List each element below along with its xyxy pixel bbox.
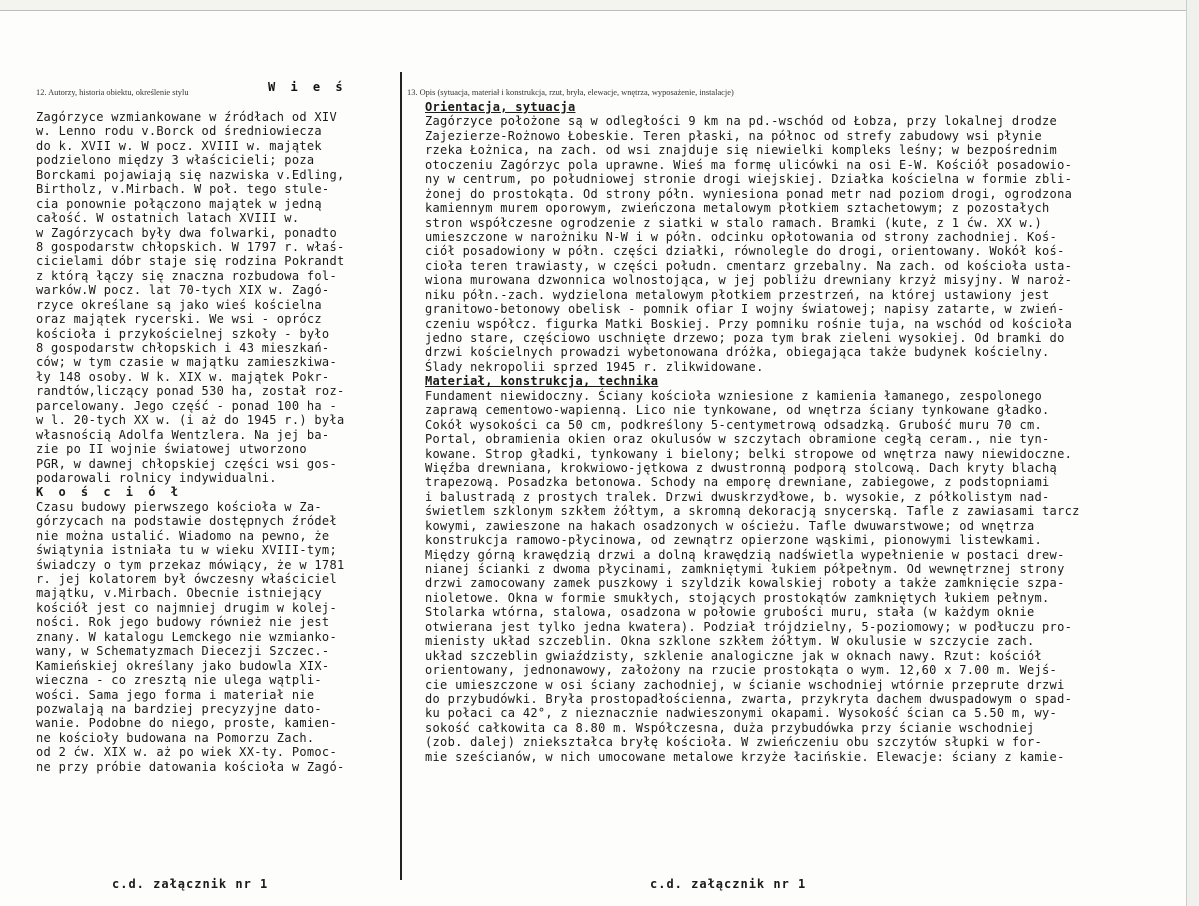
text-line: (zob. dalej) zniekształca bryłę kościoła. W zwieńczeniu obu szczytów słupki w for- <box>425 735 1043 750</box>
text-line: zie po II wojnie światowej utworzono <box>36 442 307 457</box>
text-line: czeniu współcz. figurka Matki Boskiej. Przy pomniku rośnie tuja, na wschód od kościoła <box>425 316 1073 331</box>
text-line: mienisty układ szczeblin. Okna szklone szkłem żółtym. W okulusie w szczycie zach. <box>425 634 1035 649</box>
text-line: świątynia istniała tu w wieku XVIII-tym; <box>36 543 337 558</box>
text-line: Więźba drewniana, krokwiowo-jętkowa z dwustronną podporą stolcową. Dach kryty blachą <box>425 460 1058 475</box>
column-divider <box>400 72 402 880</box>
text-line: Materiał, konstrukcja, technika <box>425 374 659 389</box>
text-line: znany. W katalogu Lemckego nie wzmianko- <box>36 629 337 644</box>
text-line: wiona murowana dzwonnica wolnostojąca, w jej pobliżu drewniany krzyż misyjny. W naroż- <box>425 273 1073 288</box>
text-line: Kamieńskiej określany jako budowla XIX- <box>36 658 330 673</box>
text-line: jedno stare, częściowo uschnięte drzewo; poza tym brak zieleni wysokiej. Od bramki do <box>425 331 1065 345</box>
text-line: nie można ustalić. Wiadomo na pewno, że <box>36 528 330 543</box>
right-field-title: 13. Opis (sytuacja, materiał i konstrukcja, rzut, bryła, elewacje, wnętrza, wyposażenie, instalacje) <box>407 88 734 97</box>
text-line: Czasu budowy pierwszego kościoła w Za- <box>36 499 322 514</box>
text-line: nioletowe. Okna w formie smukłych, stojących prostokątów zamkniętych łukiem pełnym. <box>425 590 1050 605</box>
text-line: Między górną krawędzią drzwi a dolną krawędzią nadświetla wypełnienie w postaci drew- <box>425 547 1065 562</box>
text-line: rzeka Łożnica, na zach. od wsi znajduje się niewielki kompleks leśny; w bezpośrednim <box>425 143 1058 158</box>
text-line: niku półn.-zach. wydzielona metalowym płotkiem przestrzeń, na której ustawiony jest <box>425 287 1050 302</box>
text-line: z którą łączy się znaczna rozbudowa fol- <box>36 268 337 283</box>
text-line: K o ś c i ó ł <box>36 485 182 500</box>
text-line: trapezową. Posadzka betonowa. Schody na emporę drewniane, zabiegowe, z podstopniami <box>425 475 1050 490</box>
text-line: ciół posadowiony w półn. części działki, równolegle do drogi, orientowany. Wokół koś- <box>425 244 1065 259</box>
text-line: cia ponownie połączono majątek w jedną <box>36 196 322 211</box>
left-continuation-note: c.d. załącznik nr 1 <box>112 877 269 891</box>
text-line: Orientacja, sytuacja <box>425 100 576 114</box>
text-line: kowymi, zawieszone na hakach osadzonych w ościeżu. Tafle dwuwarstwowe; od wnętrza <box>425 518 1035 533</box>
text-line: randtów,liczący ponad 530 ha, został roz- <box>36 384 345 399</box>
text-line: Borckami pojawiają się nazwiska v.Edling, <box>36 167 345 182</box>
text-line: w l. 20-tych XX w. (i aż do 1945 r.) była <box>36 413 345 428</box>
text-line: ne kościoły budowana na Pomorzu Zach. <box>36 730 315 745</box>
history-text-column <box>36 110 345 774</box>
text-line: cioła teren trawiasty, w części połudn. cmentarz grzebalny. Na zach. od kościoła usta- <box>425 258 1073 273</box>
text-line: Stolarka wtórna, stalowa, osadzona w połowie grubości muru, stała (w każdym oknie <box>425 605 1035 620</box>
text-line: i balustradą z prostych tralek. Drzwi dwuskrzydłowe, b. wysokie, z półkolistym nad- <box>425 489 1050 504</box>
left-field-title: 12. Autorzy, historia obiektu, określenie stylu <box>36 88 189 97</box>
text-line: własnością Adolfa Wentzlera. Na jej ba- <box>36 427 330 442</box>
text-line: wany, w Schematyzmach Diecezji Szczec.- <box>36 644 330 659</box>
description-text-column <box>425 100 1080 764</box>
text-line: układ szczeblin gwiaździsty, szklenie analogiczne jak w oknach nawy. Rzut: kościół <box>425 648 1043 663</box>
text-line: Ślady nekropolii sprzed 1945 r. zlikwidowane. <box>425 359 764 374</box>
text-line: mie sześcianów, w nich umocowane metalowe krzyże łacińskie. Elewacje: ściany z kamie- <box>425 749 1065 764</box>
text-line: pozwalają na bardziej precyzyjne dato- <box>36 701 322 716</box>
text-line: żonej do prostokąta. Od strony półn. wyniesiona ponad metr nad poziom drogi, ogrodzona <box>425 186 1073 201</box>
text-line: konstrukcja ramowo-płycinowa, od zewnątrz opierzone wąskimi, pionowymi listewkami. <box>425 533 1043 548</box>
text-line: 8 gospodarstw chłopskich i 43 mieszkań- <box>36 341 330 355</box>
text-line: ności. Rok jego budowy również nie jest <box>36 615 330 630</box>
text-line: Portal, obramienia okien oraz okulusów w szczytach obramione cegłą ceram., nie tyn- <box>425 432 1050 447</box>
text-line: Fundament niewidoczny. Ściany kościoła wzniesione z kamienia łamanego, zespolonego <box>425 388 1043 403</box>
text-line: umieszczone w narożniku N-W i w półn. odcinku opłotowania od strony zachodniej. Koś- <box>425 229 1058 244</box>
text-line: ły 148 osoby. W k. XIX w. majątek Pokr- <box>36 369 330 384</box>
text-line: całość. W ostatnich latach XVIII w. <box>36 211 300 226</box>
text-line: orientowany, jednonawowy, założony na rzucie prostokąta o wym. 12,60 x 7.00 m. Wejś- <box>425 663 1058 678</box>
text-line: warków.W pocz. lat 70-tych XIX w. Zagó- <box>36 283 330 298</box>
left-section-heading: W i e ś <box>268 80 347 94</box>
text-line: oraz majątek rycerski. We wsi - oprócz <box>36 312 322 327</box>
text-line: kowane. Strop gładki, tynkowany i bielony; belki stropowe od wnętrza nawy niewidoczne. <box>425 446 1073 461</box>
text-line: otoczeniu Zagórzyc pola uprawne. Wieś ma formę ulicówki na osi E-W. Kościół posadowio- <box>425 157 1073 172</box>
text-line: PGR, w dawnej chłopskiej części wsi gos- <box>36 456 337 471</box>
text-line: kościoła i przykościelnej szkoły - było <box>36 326 330 341</box>
text-line: wości. Sama jego forma i materiał nie <box>36 687 315 702</box>
text-line: sokość całkowita ca 8.80 m. Współczesna, duża przybudówka przy ścianie wschodniej <box>425 720 1035 735</box>
text-line: w. Lenno rodu v.Borck od średniowiecza <box>36 124 322 139</box>
text-line: cicielami dóbr staje się rodzina Pokrandt <box>36 254 345 269</box>
text-line: Zagórzyce położone są w odległości 9 km na pd.-wschód od Łobza, przy lokalnej drodze <box>425 114 1058 129</box>
text-line: nianej ścianki z dwoma płycinami, zamkniętymi łukiem półpełnym. Od wewnętrznej strony <box>425 562 1065 576</box>
page-top-edge <box>0 0 1199 11</box>
text-line: świetlem szklonym szkłem żółtym, a skromną dekoracją snycerską. Tafle z zawiasami tarcz <box>425 504 1080 519</box>
text-line: Zajezierze-Rożnowo Łobeskie. Teren płaski, na północ od strefy zabudowy wsi płynie <box>425 128 1043 143</box>
text-line: w Zagórzycach były dwa folwarki, ponadto <box>36 225 337 240</box>
text-line: Cokół wysokości ca 50 cm, podkreślony 5-centymetrową odsadzką. Grubość muru 70 cm. <box>425 417 1043 432</box>
text-line: zaprawą cementowo-wapienną. Lico nie tynkowane, od wnętrza ściany tynkowane gładko. <box>425 403 1050 418</box>
text-line: kamiennym murem oporowym, zwieńczona metalowym płotkiem sztachetowym; z pozostałych <box>425 201 1050 216</box>
text-line: podarowali rolnicy indywidualni. <box>36 470 277 485</box>
text-line: parcelowany. Jego część - ponad 100 ha - <box>36 398 337 413</box>
text-line: Birtholz, v.Mirbach. W poł. tego stule- <box>36 182 330 197</box>
text-line: otwierana jest tylko jedna kwatera). Podział trójdzielny, 5-poziomowy; w podłuczu pro- <box>425 619 1073 634</box>
page-right-edge <box>1186 0 1199 906</box>
text-line: cie umieszczone w osi ściany zachodniej, w ścianie wschodniej wtórnie przeprute drzwi <box>425 677 1065 692</box>
right-continuation-note: c.d. załącznik nr 1 <box>650 877 807 891</box>
text-line: górzycach na podstawie dostępnych źródeł <box>36 514 337 529</box>
text-line: do przybudówki. Bryła prostopadłościenna, zwarta, przykryta dachem dwuspadowym o spad- <box>425 691 1073 706</box>
text-line: wieczna - co zresztą nie ulega wątpli- <box>36 673 322 688</box>
text-line: ku połaci ca 42°, z nieznacznie nadwieszonymi okapami. Wysokość ścian ca 5.50 m, wy- <box>425 706 1058 721</box>
text-line: kościół jest co najmniej drugim w kolej- <box>36 600 337 615</box>
text-line: r. jej kolatorem był ówczesny właściciel <box>36 572 337 586</box>
text-line: świadczy o tym przekaz mówiący, że w 1781 <box>36 557 345 572</box>
text-line: granitowo-betonowy obelisk - pomnik ofiar I wojny światowej; napisy zatarte, w zwień- <box>425 302 1065 317</box>
text-line: ny w centrum, po południowej stronie drogi wiejskiej. Działka kościelna w formie zbli- <box>425 172 1073 187</box>
text-line: rzyce określane są jako wieś kościelna <box>36 297 322 312</box>
text-line: podzielono między 3 właścicieli; poza <box>36 153 315 168</box>
text-line: majątku, v.Mirbach. Obecnie istniejący <box>36 586 322 601</box>
text-line: Zagórzyce wzmiankowane w źródłach od XIV <box>36 110 337 124</box>
text-line: stron współczesne ogrodzenie z siatki w stalo ramach. Bramki (kute, z 1 ćw. XX w.) <box>425 215 1043 230</box>
text-line: drzwi kościelnych prowadzi wybetonowana dróżka, obiegająca także budynek kościelny. <box>425 345 1050 360</box>
text-line: 8 gospodarstw chłopskich. W 1797 r. właś- <box>36 239 345 254</box>
text-line: ców; w tym czasie w majątku zamieszkiwa- <box>36 355 337 370</box>
text-line: do k. XVII w. W pocz. XVIII w. majątek <box>36 138 322 153</box>
text-line: wanie. Podobne do niego, proste, kamien- <box>36 716 337 731</box>
text-line: od 2 ćw. XIX w. aż po wiek XX-ty. Pomoc- <box>36 745 337 760</box>
text-line: ne przy próbie datowania kościoła w Zagó- <box>36 759 345 774</box>
text-line: drzwi zamocowany zamek puszkowy i szyldzik kowalskiej roboty a także zamknięcie szpa- <box>425 576 1065 591</box>
